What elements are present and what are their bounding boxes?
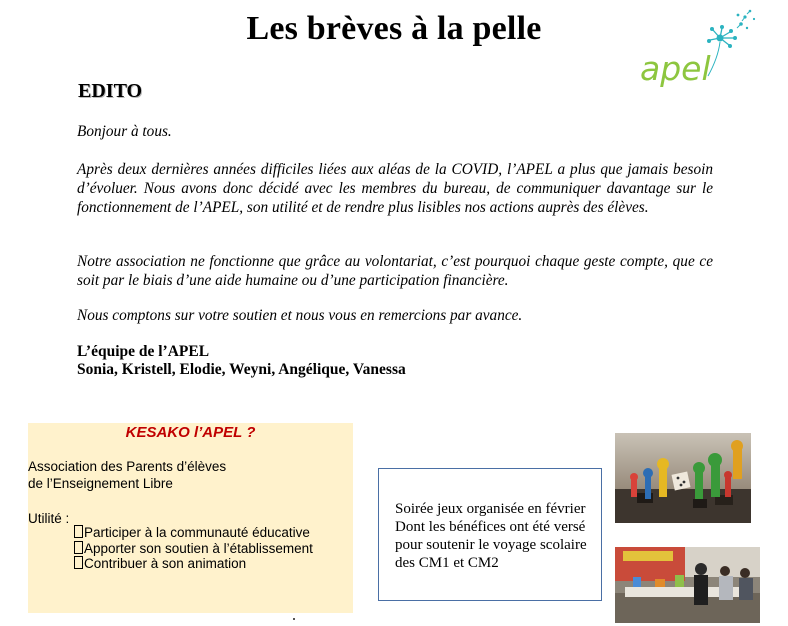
soiree-line-4: des CM1 et CM2 [395,555,499,571]
game-night-photo [615,547,760,623]
logo-text: apel [640,49,711,88]
apel-logo [634,6,758,92]
page-mark [293,618,295,620]
checkbox-icon [74,541,83,554]
edito-paragraph-2: Notre association ne fonctionne que grâce au volontariat, c’est pourquoi chaque geste compte, que ce soit par le biais d’une aide humaine ou d’une participation financière. [77,253,713,289]
bullet-text: Apporter son soutien à l’établissement [84,541,313,556]
edito-paragraph-1: Après deux dernières années difficiles liées aux aléas de la COVID, l’APEL a plus que jamais besoin d’évoluer. Nous avons donc décidé avec les membres du bureau, de communiquer davantage sur le fonctionnement de l’APEL, son utilité et de rendre plus lisibles nos actions auprès des élèves. [77,161,713,216]
kesako-title: KESAKO l’APEL ? [125,424,256,441]
edito-greeting: Bonjour à tous. [77,123,172,140]
edito-paragraph-3: Nous comptons sur votre soutien et nous vous en remercions par avance. [77,307,523,324]
utilite-label: Utilité : [28,511,70,526]
checkbox-icon [74,525,83,538]
list-item [74,525,310,540]
signature-team: L’équipe de l’APEL [77,343,210,360]
soiree-jeux-textbox [378,468,602,601]
definition-line-2: de l’Enseignement Libre [28,476,173,491]
definition-line-1: Association des Parents d’élèves [28,459,227,474]
edito-heading: EDITO [78,80,143,102]
board-game-photo [615,433,751,523]
kesako-box [28,423,353,613]
bullet-text: Contribuer à son animation [84,556,247,571]
soiree-line-1: Soirée jeux organisée en février [395,501,586,517]
soiree-line-3: pour soutenir le voyage scolaire [395,537,587,553]
checkbox-icon [74,556,83,569]
bullet-text: Participer à la communauté éducative [84,525,310,540]
list-item [74,556,246,571]
soiree-line-2: Dont les bénéfices ont été versé [395,519,586,535]
list-item [74,541,313,556]
page-title: Les brèves à la pelle [246,10,542,47]
signature-names: Sonia, Kristell, Elodie, Weyni, Angélique, Vanessa [77,361,406,378]
